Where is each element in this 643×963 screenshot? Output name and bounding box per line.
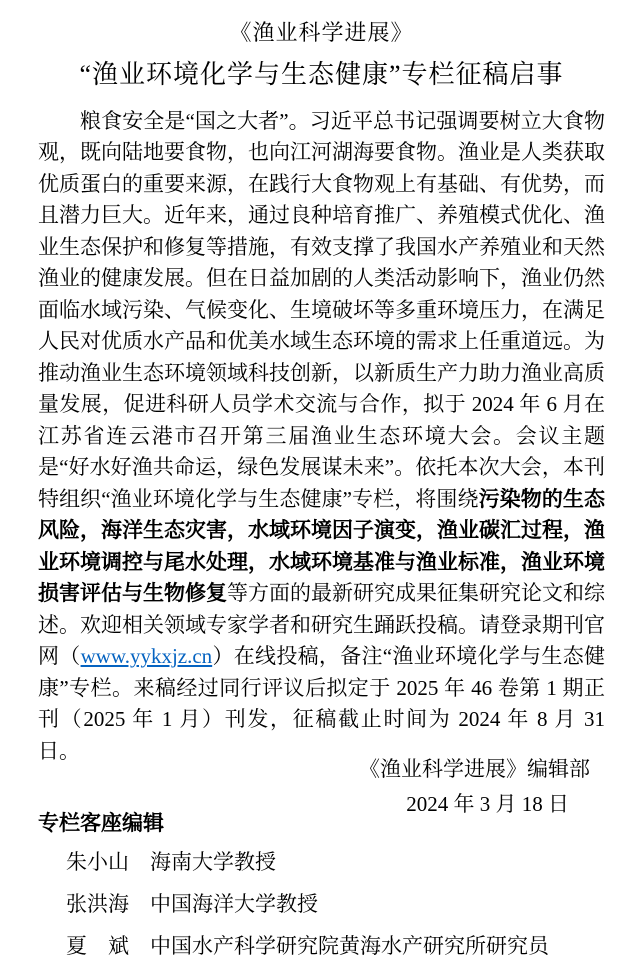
- paragraph-text-intro: 粮食安全是“国之大者”。习近平总书记强调要树立大食物观，既向陆地要食物，也向江河湖海要食物。渔业是人类获取优质蛋白的重要来源，在践行大食物观上有基础、有优势，而且潜力巨大。近年来，通过良种培育推广、养殖模式优化、渔业生态保护和修复等措施，有效支撑了我国水产养殖业和天然渔业的健康发展。但在日益加剧的人类活动影响下，渔业仍然面临水域污染、气候变化、生境破坏等多重环境压力，在满足人民对优质水产品和优美水域生态环境的需求上任重道远。为推动渔业生态环境领域科技创新，以新质生产力助力渔业高质量发展，促进科研人员学术交流与合作，拟于 2024 年 6 月在江苏省连云港市召开第三届渔业生态环境大会。会议主题是“好水好渔共命运，绿色发展谋未来”。依托本次大会，本刊特组织“渔业环境化学与生态健康”专栏，将围绕: [38, 108, 605, 511]
- editor-affiliation: 中国海洋大学教授: [150, 892, 318, 917]
- editor-affiliation: 海南大学教授: [150, 850, 276, 875]
- editor-row: [38, 931, 605, 963]
- paragraph-bold-topics: 污染物的生态风险，海洋生态灾害，水域环境因子演变，渔业碳汇过程，渔业环境调控与尾水处理，水域环境基准与渔业标准，渔业环境损害评估与生物修复: [38, 486, 605, 606]
- paragraph-text-end: ）在线投稿，备注“渔业环境化学与生态健康”专栏。来稿经过同行评议后拟定于 2025 年 46 卷第 1 期正刊（2025 年 1 月）刊发，征稿截止时间为 2024 年 8 月 31 日。: [38, 644, 605, 763]
- editorial-office-signature: 《渔业科学进展》编辑部: [359, 756, 590, 781]
- editor-row: [38, 889, 605, 921]
- editor-affiliation: 中国水产科学研究院黄海水产研究所研究员: [150, 934, 549, 959]
- editor-name: 夏 斌: [66, 934, 129, 959]
- paragraph-text-middle: 等方面的最新研究成果征集研究论文和综述。欢迎相关领域专家学者和研究生踊跃投稿。请登录期刊官网（: [38, 581, 605, 669]
- editor-row: [38, 847, 605, 879]
- editor-name: 张洪海: [66, 892, 129, 917]
- guest-editors-section: [38, 807, 605, 963]
- body-paragraph: [38, 106, 605, 768]
- announcement-title: “渔业环境化学与生态健康”专栏征稿启事: [79, 59, 564, 89]
- journal-website-link[interactable]: www.yykxjz.cn: [80, 644, 213, 669]
- editor-name: 朱小山: [66, 850, 129, 875]
- document-date: 2024 年 3 月 18 日: [406, 792, 569, 817]
- guest-editors-heading: 专栏客座编辑: [38, 812, 164, 836]
- journal-title: 《渔业科学进展》: [229, 20, 414, 45]
- document-footer: [0, 753, 643, 822]
